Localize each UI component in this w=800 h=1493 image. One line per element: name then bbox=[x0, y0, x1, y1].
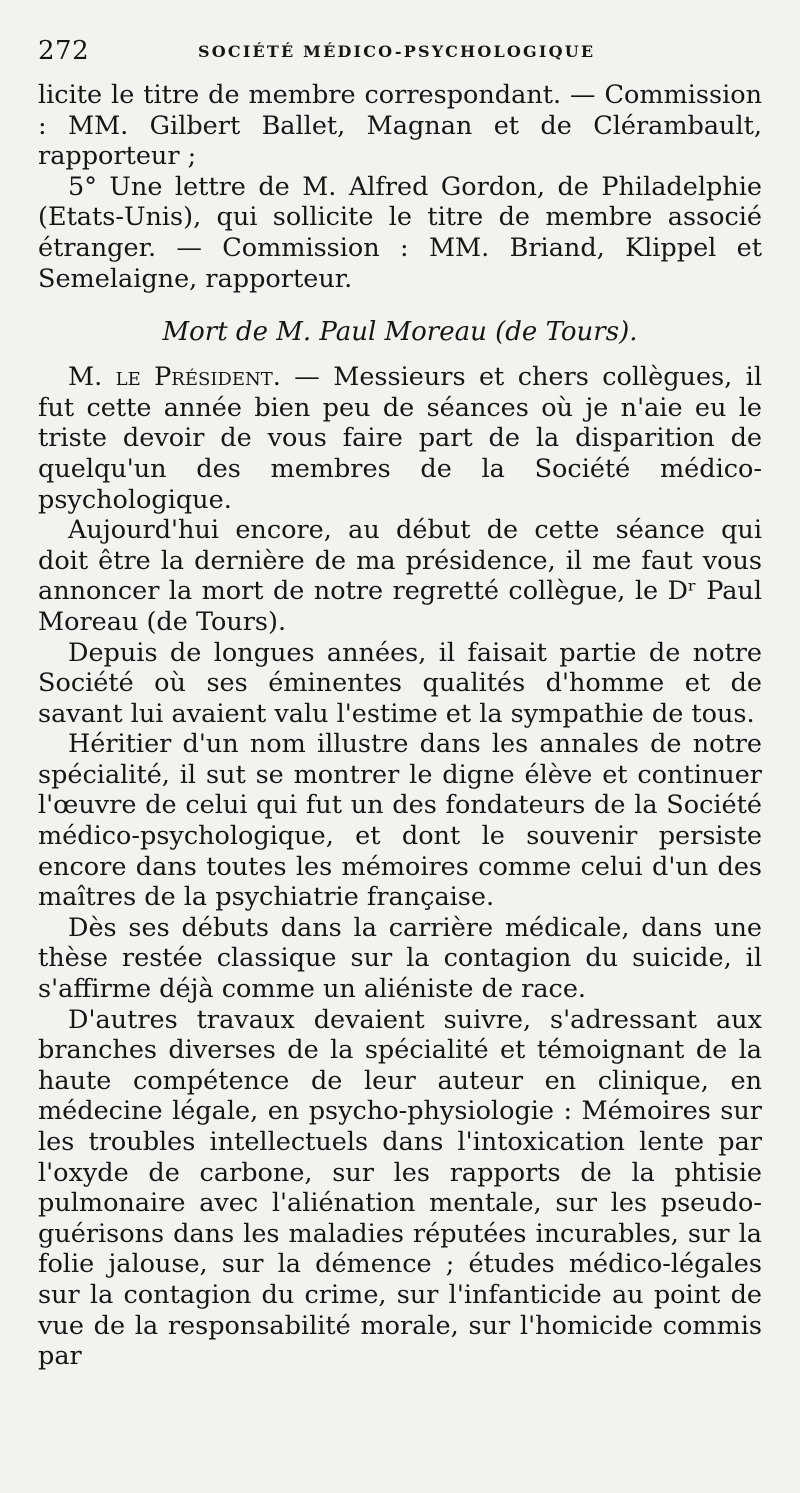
running-title: SOCIÉTÉ MÉDICO-PSYCHOLOGIQUE bbox=[198, 42, 596, 61]
speech-paragraph-1 bbox=[38, 362, 762, 515]
speech-paragraph-1-text: — Messieurs et chers collègues, il fut cette année bien peu de séances où je n'aie eu le triste devoir de vous faire part de la disparition de quelqu'un des membres de la Société médico-psychologique. bbox=[38, 362, 762, 515]
section-heading: Mort de M. Paul Moreau (de Tours). bbox=[162, 317, 638, 348]
speech-paragraph-4: Héritier d'un nom illustre dans les annales de notre spécialité, il sut se montrer le digne élève et continuer l'œuvre de celui qui fut un des fondateurs de la Société médico-psychologique, et dont le souvenir persiste encore dans toutes les mémoires comme celui d'un des maîtres de la psychiatrie française. bbox=[38, 729, 762, 913]
speech-paragraph-2: Aujourd'hui encore, au début de cette séance qui doit être la dernière de ma présidence, il me faut vous annoncer la mort de notre regretté collègue, le Dʳ Paul Moreau (de Tours). bbox=[38, 515, 762, 637]
item-5-paragraph: 5° Une lettre de M. Alfred Gordon, de Philadelphie (Etats-Unis), qui sollicite le titre de membre associé étranger. — Commission : MM. Briand, Klippel et Semelaigne, rapporteur. bbox=[38, 171, 762, 294]
speech-paragraph-3: Depuis de longues années, il faisait partie de notre Société où ses éminentes qualités d'homme et de savant lui avaient valu l'estime et la sympathie de tous. bbox=[38, 637, 762, 729]
speaker-name: M. le Président. bbox=[68, 362, 281, 393]
page-number: 272 bbox=[38, 36, 90, 66]
body-text bbox=[38, 80, 762, 1372]
speech-paragraph-5: Dès ses débuts dans la carrière médicale, dans une thèse restée classique sur la contagion du suicide, il s'affirme déjà comme un aliéniste de race. bbox=[38, 912, 762, 1005]
continuation-paragraph: licite le titre de membre correspondant. — Commission : MM. Gilbert Ballet, Magnan et de Clérambault, rapporteur ; bbox=[38, 80, 762, 172]
book-page bbox=[0, 36, 800, 1493]
running-head bbox=[38, 36, 762, 80]
speech-paragraph-6: D'autres travaux devaient suivre, s'adressant aux branches diverses de la spécialité et témoignant de la haute compétence de leur auteur en clinique, en médecine légale, en psycho-physiologie : Mémoires sur les troubles intellectuels dans l'intoxication lente par l'oxyde de carbone, sur les rapports de la phtisie pulmonaire avec l'aliénation mentale, sur les pseudo-guérisons dans les maladies réputées incurables, sur la folie jalouse, sur la démence ; études médico-légales sur la contagion du crime, sur l'infanticide au point de vue de la responsabilité morale, sur l'homicide commis par bbox=[38, 1004, 762, 1372]
